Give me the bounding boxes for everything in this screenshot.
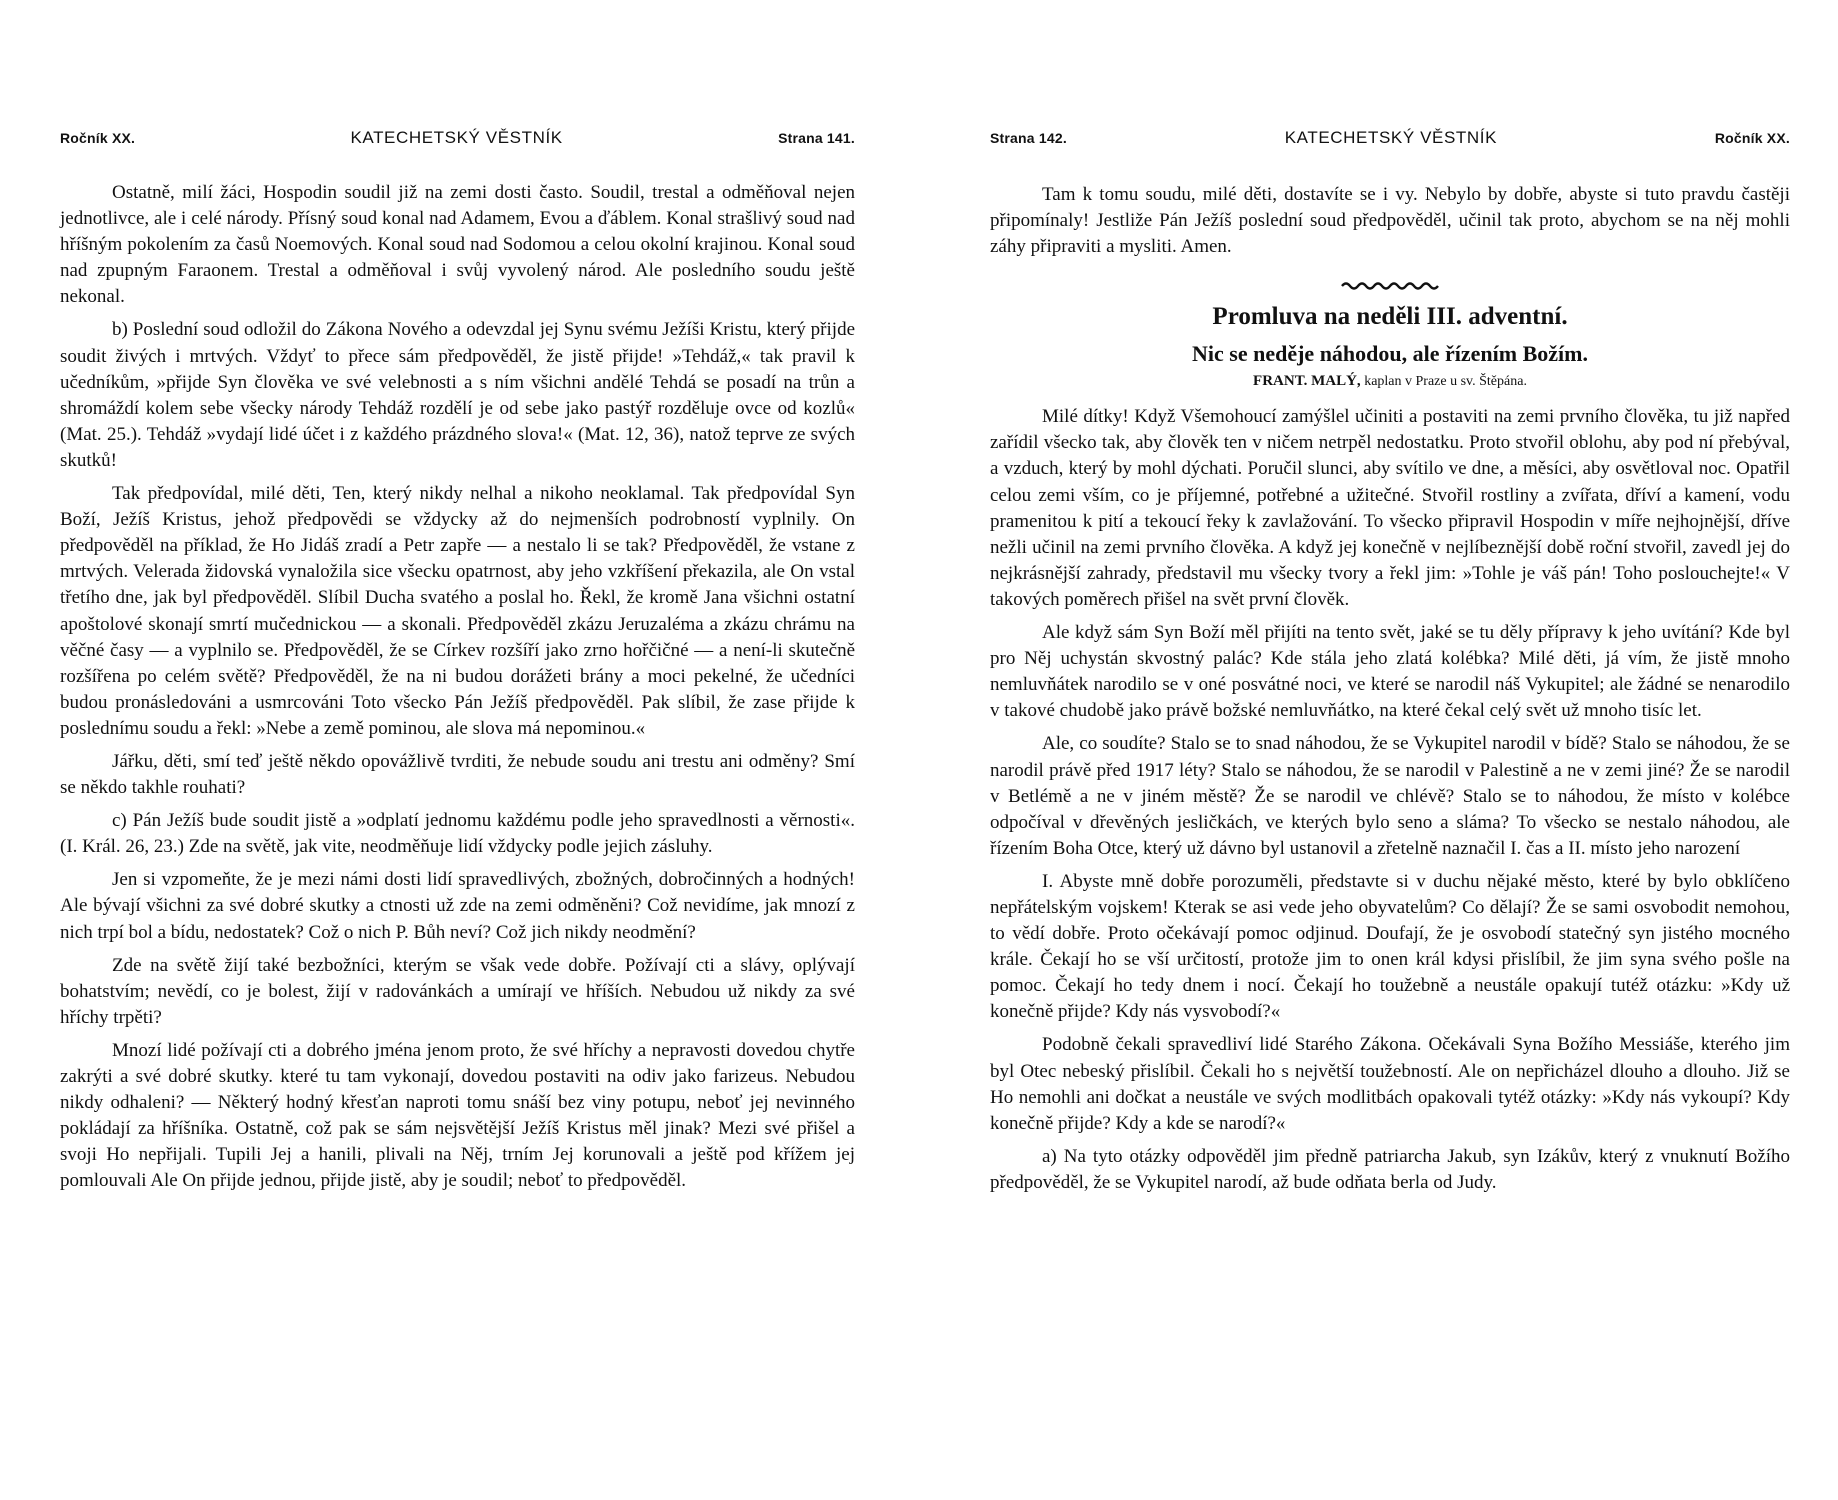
paragraph: Zde na světě žijí také bezbožníci, kterým se však vede dobře. Požívají cti a slávy, oplývají bohatstvím; nevědí, co je bolest, žijí v radovánkách a umírají ve hříších. Nebudou už nikdy za své hříchy trpěti? xyxy=(60,954,855,1028)
right-page xyxy=(990,0,1790,1500)
wavy-separator-ornament xyxy=(990,274,1790,286)
paragraph: c) Pán Ježíš bude soudit jistě a »odplatí jednomu každému podle jeho spravedlnosti a věrnosti«. (I. Král. 26, 23.) Zde na světě, jak vite, neodměňuje lidí vždycky podle jejich zásluhy. xyxy=(60,810,855,858)
paragraph: b) Poslední soud odložil do Zákona Nového a odevzdal jej Synu svému Ježíši Kristu, který přijde soudit živých i mrtvých. Vždyť to přece sám předpověděl, že jistě přijde! »Tehdáž,« tak pravil k učedníkům, »přijde Syn člověka ve své velebnosti a s ním všichni andělé Tehdá se posadí na trůn a shromáždí kolem sebe všecky národy Tehdáž rozdělí je od sebe jako pastýř rozděluje ovce od kozlů« (Mat. 25.). Tehdáž »vydají lidé účet i z každého prázdného slova!« (Mat. 12, 36), natož teprve ze svých skutků! xyxy=(60,319,855,471)
paragraph: Jářku, děti, smí teď ještě někdo opovážlivě tvrditi, že nebude soudu ani trestu ani odměny? Smí se někdo takhle rouhati? xyxy=(60,750,855,799)
paragraph: a) Na tyto otázky odpověděl jim předně patriarcha Jakub, syn Izákův, který z vnuknutí Božího předpověděl, že se Vykupitel narodí, až bude odňata berla od Judy. xyxy=(990,1145,1790,1193)
paragraph: Ale, co soudíte? Stalo se to snad náhodou, že se Vykupitel narodil v bídě? Stalo se náhodou, že se narodil právě před 1917 léty? Stalo se náhodou, že se narodil v Palestině a ne v zemi jiné? Že se narodil v Betlémě a ne v jiném městě? Že se narodil ve chlévě? Stalo se to náhodou, že místo v kolébce odpočíval v dřevěných jesličkách, ve kterých bylo seno a sláma? To všecko se nestalo náhodou, ale řízením Boha Otce, který už dávno byl ustanovil a zřetelně naznačil I. čas a II. místo jeho narození xyxy=(990,733,1790,859)
page-number: Strana 141. xyxy=(778,130,855,146)
paragraph: Tak předpovídal, milé děti, Ten, který nikdy nelhal a nikoho neoklamal. Tak předpovídal Syn Boží, Ježíš Kristus, jehož předpovědi se vždycky až do nejmenších podrobností vyplnily. On předpověděl na příklad, že Ho Jidáš zradí a Petr zapře — a nestalo li se tak? Předpověděl, že vstane z mrtvých. Velerada židovská vynaložila sice všecku opatrnost, aby jeho vzkříšení překazila, ale On vstal třetího dne, jak byl předpověděl. Slíbil Ducha svatého a poslal ho. Řekl, že kromě Jana všichni ostatní apoštolové skonají smrtí mučednickou — a skonali. Předpověděl zkázu Jeruzaléma a zkázu chrámu na věčné časy — a vyplnilo se. Předpověděl, že se Církev rozšíří jako zrno hořčičné — a není-li skutečně rozšířena po celém světě? Předpověděl, že na ni budou dorážeti brány a moci pekelné, že učedníci budou pronásledováni a usmrcováni Toto všecko Pán Ježíš předpověděl. Pak slíbil, že zase přijde k poslednímu soudu a řekl: »Nebe a země pominou, ale slova má nepominou.« xyxy=(60,483,855,739)
page-number: Strana 142. xyxy=(990,130,1067,146)
journal-title: KATECHETSKÝ VĚSTNÍK xyxy=(350,128,563,147)
paragraph: Milé dítky! Když Všemohoucí zamýšlel učiniti a postaviti na zemi prvního člověka, tu již napřed zařídil všecko tak, aby člověk ten v ničem netrpěl nedostatku. Proto stvořil oblohu, aby pod ní přebýval, a vzduch, který by mohl dýchati. Poručil slunci, aby svítilo ve dne, a měsíci, aby osvětloval noc. Opatřil celou zemi vším, co je příjemné, potřebné a užitečné. Stvořil rostliny a zvířata, dříví a kamení, vodu pramenitou k pití a tekoucí řeky k zavlažování. To všecko připravil Hospodin v míře nejhojnější, dříve nežli učinil na zemi prvního člověka. A když jej konečně v nejlíbeznější době roční stvořil, zavedl jej do nejkrásnější zahrady, představil mu všecky tvory a řekl jim: »Tohle je váš pán! Toho poslouchejte!« V takových poměrech přišel na svět první člověk. xyxy=(990,406,1790,610)
journal-title: KATECHETSKÝ VĚSTNÍK xyxy=(1284,128,1498,147)
paragraph: Mnozí lidé požívají cti a dobrého jména jenom proto, že své hříchy a nepravosti dovedou chytře zakrýti a své dobré skutky. které tu tam vykonají, dovedou postaviti na odiv jako farizeus. Nebudou nikdy odhaleni? — Některý hodný křesťan naproti tomu snáší bez viny potupu, neboť jej nevinného pokládají za hříšníka. Ostatně, což pak se sám nejsvětější Ježíš Kristus měl jinak? Mezi své přišel a svoji Ho nepřijali. Tupili Jej a hanili, plivali na Něj, trním Jej korunovali a ještě pod křížem jej pomlouvali Ale On přijde jednou, přijde jistě, aby je soudil; neboť to předpověděl. xyxy=(60,1039,855,1192)
author-name: FRANT. MALÝ, xyxy=(1253,373,1361,390)
volume-label: Ročník XX. xyxy=(1714,130,1790,146)
paragraph: Ostatně, milí žáci, Hospodin soudil již na zemi dosti často. Soudil, trestal a odměňoval nejen jednotlivce, ale i celé národy. Přísný soud konal nad Adamem, Evou a ďáblem. Konal strašlivý soud nad hříšným pokolením za časů Noemových. Konal soud nad Sodomou a celou okolní krajinou. Konal soud nad zpupným Faraonem. Trestal a odměňoval i svůj vyvolený národ. Ale posledního soudu ještě nekonal. xyxy=(60,182,855,308)
left-page xyxy=(60,0,855,1500)
paragraph: Ale když sám Syn Boží měl přijíti na tento svět, jaké se tu děly přípravy k jeho uvítání? Kde byl pro Něj uchystán skvostný palác? Kde stála jeho zlatá kolébka? Milé děti, já vím, že jistě mnoho nemluvňátek narodilo se v oné posvátné noci, ve které se narodil náš Vykupitel; ale žádné se nenarodilo v takové chudobě jako právě božské nemluvňátko, na které čekal celý svět už mnoho tisíc let. xyxy=(990,622,1790,722)
author-role: kaplan v Praze u sv. Štěpána. xyxy=(1364,374,1527,390)
left-page-header xyxy=(60,128,855,156)
paragraph: Jen si vzpomeňte, že je mezi námi dosti lidí spravedlivých, zbožných, dobročinných a hodných! Ale bývají všichni za své dobré skutky a ctnosti už zde na zemi odměněni? Což nevidíme, jak mnozí z nich trpí bol a bídu, nedostatek? Což o nich P. Bůh neví? Což jich nikdy neodmění? xyxy=(60,869,855,943)
volume-label: Ročník XX. xyxy=(60,130,136,146)
right-page-body xyxy=(990,182,1790,1196)
paragraph: I. Abyste mně dobře porozuměli, představte si v duchu nějaké město, které by bylo obklíčeno nepřátelským vojskem! Kterak se asi vede jeho obyvatelům? Co dělají? Že se sami osvobodit nemohou, to vědí dobře. Proto očekávají pomoc odjinud. Doufají, že je osvobodí statečný syn jistého mocného krále. Čekají ho se vší určitostí, protože jim to onen král kdysi přislíbil, že jim syna svého pošle na pomoc. Čekají ho tedy dnem i nocí. Čekají ho toužebně a neustále opakují tutéž otázku: »Kdy už konečně přijde? Kdy nás vysvobodí?« xyxy=(990,870,1790,1023)
sermon-title: Promluva na neděli III. adventní. xyxy=(1212,303,1568,331)
right-page-header xyxy=(990,128,1790,156)
left-page-body xyxy=(60,180,855,1194)
sermon-subtitle: Nic se neděje náhodou, ale řízením Božím. xyxy=(1192,341,1588,367)
intro-paragraph: Tam k tomu soudu, milé děti, dostavíte se i vy. Nebylo by dobře, abyste si tuto pravdu častěji připomínaly! Jestliže Pán Ježíš poslední soud předpověděl, učinil tak proto, abychom se na něj mohli záhy připraviti a mysliti. Amen. xyxy=(990,184,1790,258)
author-line xyxy=(990,371,1790,392)
wavy-line-icon xyxy=(1340,280,1440,292)
paragraph: Podobně čekali spravedliví lidé Starého Zákona. Očekávali Syna Božího Messiáše, kterého jim byl Otec nebeský přislíbil. Čekali ho s největší toužebností. Ale on nepřicházel dlouho a dlouho. Již se Ho nemohli ani dočkat a neustále ve svých modlitbách opakovali tytéž otázky: »Kdy nás vykoupí? Kdy konečně přijde? Kdy a kde se narodí?« xyxy=(990,1034,1790,1134)
